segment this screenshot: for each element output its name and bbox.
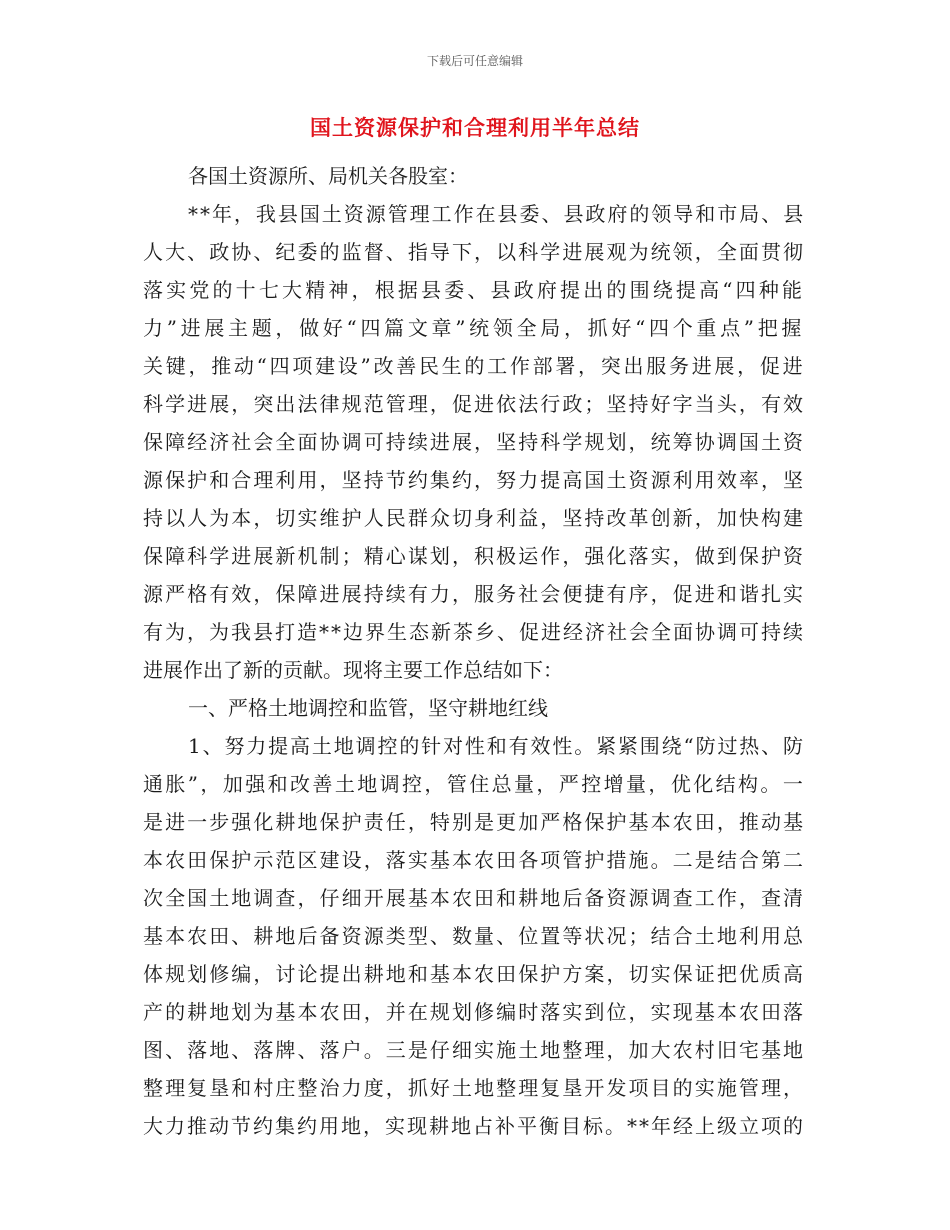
document-title: 国土资源保护和合理利用半年总结 [310,115,640,140]
salutation-line: 各国土资源所、局机关各股室： [188,164,468,188]
body-line: 图、落地、落牌、落户。三是仔细实施土地整理，加大农村旧宅基地 [143,1038,806,1062]
body-line: 体规划修编，讨论提出耕地和基本农田保护方案，切实保证把优质高 [143,962,806,986]
body-line: 持以人为本，切实维护人民群众切身利益，坚持改革创新，加快构建 [143,506,806,530]
body-line: 有为，为我县打造**边界生态新茶乡、促进经济社会全面协调可持续 [143,620,805,644]
body-line: 整理复垦和村庄整治力度，抓好土地整理复垦开发项目的实施管理， [143,1076,806,1100]
section-heading: 一、严格土地调控和监管，坚守耕地红线 [188,696,548,720]
body-line: 是进一步强化耕地保护责任，特别是更加严格保护基本农田，推动基 [143,810,806,834]
body-line: 落实党的十七大精神，根据县委、县政府提出的围绕提高“四种能 [143,278,806,302]
body-line: 1、努力提高土地调控的针对性和有效性。紧紧围绕“防过热、防 [188,734,805,758]
body-line: 次全国土地调查，仔细开展基本农田和耕地后备资源调查工作，查清 [143,886,806,910]
body-line: 基本农田、耕地后备资源类型、数量、位置等状况；结合土地利用总 [143,924,806,948]
body-line: 保障科学进展新机制；精心谋划，积极运作，强化落实，做到保护资 [143,544,806,568]
body-line: 产的耕地划为基本农田，并在规划修编时落实到位，实现基本农田落 [143,1000,806,1024]
body-line: 科学进展，突出法律规范管理，促进依法行政；坚持好字当头，有效 [143,392,806,416]
body-line: **年，我县国土资源管理工作在县委、县政府的领导和市局、县 [188,202,806,226]
body-line: 人大、政协、纪委的监督、指导下，以科学进展观为统领，全面贯彻 [143,240,806,264]
body-line: 保障经济社会全面协调可持续进展，坚持科学规划，统筹协调国土资 [143,430,806,454]
body-line: 关键，推动“四项建设”改善民生的工作部署，突出服务进展，促进 [143,354,806,378]
body-line: 源保护和合理利用，坚持节约集约，努力提高国土资源利用效率，坚 [143,468,806,492]
body-line: 源严格有效，保障进展持续有力，服务社会便捷有序，促进和谐扎实 [143,582,806,606]
page-header: 下载后可任意编辑 [426,54,523,68]
body-line: 本农田保护示范区建设，落实基本农田各项管护措施。二是结合第二 [143,848,806,872]
body-line: 大力推动节约集约用地，实现耕地占补平衡目标。**年经上级立项的 [143,1114,805,1138]
body-line: 进展作出了新的贡献。现将主要工作总结如下： [143,658,563,682]
body-line: 力”进展主题，做好“四篇文章”统领全局，抓好“四个重点”把握 [143,316,806,340]
body-line: 通胀”，加强和改善土地调控，管住总量，严控增量，优化结构。一 [143,772,806,796]
